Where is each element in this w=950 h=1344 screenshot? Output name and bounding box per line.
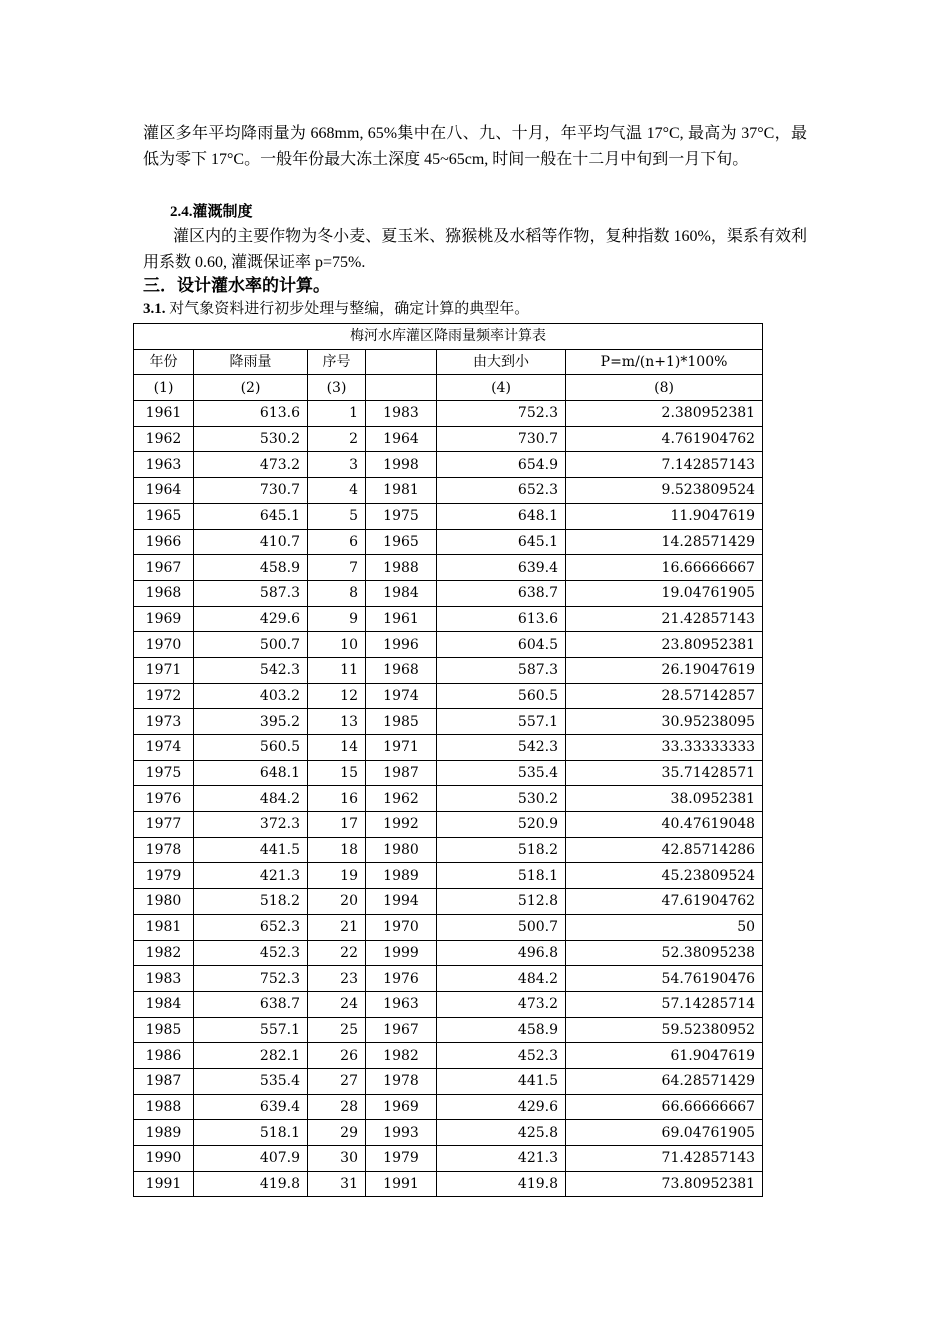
rank-cell: 7 <box>308 555 366 581</box>
rank-cell: 9 <box>308 606 366 632</box>
header-cell: 年份 <box>134 349 194 375</box>
rank-cell: 1 <box>308 401 366 427</box>
sorted-rainfall-cell: 652.3 <box>437 478 566 504</box>
sorted-rainfall-cell: 530.2 <box>437 786 566 812</box>
sorted-year-cell: 1964 <box>366 426 437 452</box>
header-cell: 降雨量 <box>194 349 308 375</box>
paragraph-3-1 <box>143 298 529 320</box>
section-number: 3.1. <box>143 301 166 317</box>
year-cell: 1966 <box>134 529 194 555</box>
rainfall-cell: 282.1 <box>194 1043 308 1069</box>
year-cell: 1990 <box>134 1146 194 1172</box>
sorted-year-cell: 1962 <box>366 786 437 812</box>
frequency-cell: 66.66666667 <box>566 1094 763 1120</box>
sorted-year-cell: 1989 <box>366 863 437 889</box>
year-cell: 1969 <box>134 606 194 632</box>
table-row <box>134 940 763 966</box>
year-cell: 1975 <box>134 760 194 786</box>
sorted-rainfall-cell: 512.8 <box>437 889 566 915</box>
frequency-cell: 28.57142857 <box>566 683 763 709</box>
year-cell: 1991 <box>134 1171 194 1197</box>
table-row <box>134 889 763 915</box>
rank-cell: 5 <box>308 503 366 529</box>
sorted-rainfall-cell: 639.4 <box>437 555 566 581</box>
sorted-year-cell: 1961 <box>366 606 437 632</box>
rainfall-cell: 557.1 <box>194 1017 308 1043</box>
sorted-year-cell: 1974 <box>366 683 437 709</box>
sorted-year-cell: 1985 <box>366 709 437 735</box>
sorted-rainfall-cell: 484.2 <box>437 966 566 992</box>
rank-cell: 16 <box>308 786 366 812</box>
frequency-cell: 47.61904762 <box>566 889 763 915</box>
frequency-cell: 4.761904762 <box>566 426 763 452</box>
table-row <box>134 452 763 478</box>
rank-cell: 15 <box>308 760 366 786</box>
rainfall-cell: 639.4 <box>194 1094 308 1120</box>
rank-cell: 4 <box>308 478 366 504</box>
table-row <box>134 914 763 940</box>
year-cell: 1984 <box>134 991 194 1017</box>
subheader-cell: (2) <box>194 375 308 401</box>
sorted-rainfall-cell: 613.6 <box>437 606 566 632</box>
rainfall-cell: 560.5 <box>194 735 308 761</box>
table-row <box>134 580 763 606</box>
section-text: 对气象资料进行初步处理与整编，确定计算的典型年。 <box>165 301 530 317</box>
year-cell: 1976 <box>134 786 194 812</box>
table-row <box>134 1068 763 1094</box>
year-cell: 1979 <box>134 863 194 889</box>
sorted-year-cell: 1965 <box>366 529 437 555</box>
sorted-year-cell: 1992 <box>366 812 437 838</box>
table-header-row <box>134 349 763 375</box>
year-cell: 1985 <box>134 1017 194 1043</box>
sorted-year-cell: 1981 <box>366 478 437 504</box>
rainfall-cell: 542.3 <box>194 657 308 683</box>
table-row <box>134 503 763 529</box>
table-row <box>134 1017 763 1043</box>
rainfall-cell: 410.7 <box>194 529 308 555</box>
sorted-rainfall-cell: 557.1 <box>437 709 566 735</box>
rank-cell: 8 <box>308 580 366 606</box>
header-cell: 由大到小 <box>437 349 566 375</box>
sorted-year-cell: 1987 <box>366 760 437 786</box>
frequency-cell: 23.80952381 <box>566 632 763 658</box>
sorted-rainfall-cell: 542.3 <box>437 735 566 761</box>
frequency-cell: 11.9047619 <box>566 503 763 529</box>
year-cell: 1987 <box>134 1068 194 1094</box>
table-row <box>134 632 763 658</box>
rank-cell: 14 <box>308 735 366 761</box>
table-row <box>134 606 763 632</box>
sorted-year-cell: 1996 <box>366 632 437 658</box>
sorted-year-cell: 1993 <box>366 1120 437 1146</box>
year-cell: 1980 <box>134 889 194 915</box>
sorted-year-cell: 1980 <box>366 837 437 863</box>
table-row <box>134 529 763 555</box>
sorted-rainfall-cell: 518.2 <box>437 837 566 863</box>
rainfall-cell: 458.9 <box>194 555 308 581</box>
frequency-cell: 50 <box>566 914 763 940</box>
frequency-cell: 69.04761905 <box>566 1120 763 1146</box>
subheader-cell: (1) <box>134 375 194 401</box>
table-row <box>134 478 763 504</box>
year-cell: 1968 <box>134 580 194 606</box>
frequency-cell: 61.9047619 <box>566 1043 763 1069</box>
sorted-year-cell: 1991 <box>366 1171 437 1197</box>
frequency-cell: 21.42857143 <box>566 606 763 632</box>
rainfall-cell: 648.1 <box>194 760 308 786</box>
subheader-cell: (3) <box>308 375 366 401</box>
frequency-cell: 45.23809524 <box>566 863 763 889</box>
sorted-rainfall-cell: 421.3 <box>437 1146 566 1172</box>
sorted-year-cell: 1968 <box>366 657 437 683</box>
header-cell: 序号 <box>308 349 366 375</box>
sorted-rainfall-cell: 645.1 <box>437 529 566 555</box>
rank-cell: 13 <box>308 709 366 735</box>
frequency-cell: 30.95238095 <box>566 709 763 735</box>
year-cell: 1970 <box>134 632 194 658</box>
frequency-cell: 40.47619048 <box>566 812 763 838</box>
heading-irrigation-system <box>170 199 253 225</box>
table-subheader-row <box>134 375 763 401</box>
sorted-rainfall-cell: 452.3 <box>437 1043 566 1069</box>
rank-cell: 10 <box>308 632 366 658</box>
rank-cell: 29 <box>308 1120 366 1146</box>
sorted-year-cell: 1976 <box>366 966 437 992</box>
frequency-cell: 2.380952381 <box>566 401 763 427</box>
sorted-year-cell: 1967 <box>366 1017 437 1043</box>
table-row <box>134 760 763 786</box>
table-row <box>134 709 763 735</box>
table-row <box>134 837 763 863</box>
paragraph-irrigation: 灌区内的主要作物为冬小麦、夏玉米、猕猴桃及水稻等作物，复种指数 160%，渠系有效利用系数 0.60, 灌溉保证率 p=75%. <box>143 228 807 271</box>
frequency-cell: 26.19047619 <box>566 657 763 683</box>
sorted-year-cell: 1994 <box>366 889 437 915</box>
sorted-rainfall-cell: 496.8 <box>437 940 566 966</box>
frequency-cell: 9.523809524 <box>566 478 763 504</box>
frequency-cell: 14.28571429 <box>566 529 763 555</box>
frequency-cell: 35.71428571 <box>566 760 763 786</box>
sorted-rainfall-cell: 429.6 <box>437 1094 566 1120</box>
rank-cell: 6 <box>308 529 366 555</box>
paragraph-climate: 灌区多年平均降雨量为 668mm, 65%集中在八、九、十月，年平均气温 17°C, 最高为 37°C，最低为零下 17°C。一般年份最大冻土深度 45~65cm, 时间一般在十二月中旬到一月下旬。 <box>143 125 807 168</box>
rank-cell: 28 <box>308 1094 366 1120</box>
sorted-rainfall-cell: 425.8 <box>437 1120 566 1146</box>
sorted-year-cell: 1983 <box>366 401 437 427</box>
rainfall-cell: 429.6 <box>194 606 308 632</box>
year-cell: 1989 <box>134 1120 194 1146</box>
year-cell: 1973 <box>134 709 194 735</box>
frequency-cell: 73.80952381 <box>566 1171 763 1197</box>
table-row <box>134 812 763 838</box>
table-row <box>134 991 763 1017</box>
rainfall-cell: 403.2 <box>194 683 308 709</box>
sorted-rainfall-cell: 520.9 <box>437 812 566 838</box>
sorted-year-cell: 1982 <box>366 1043 437 1069</box>
sorted-year-cell: 1988 <box>366 555 437 581</box>
year-cell: 1963 <box>134 452 194 478</box>
year-cell: 1965 <box>134 503 194 529</box>
rank-cell: 26 <box>308 1043 366 1069</box>
rainfall-frequency-table <box>133 323 763 1197</box>
frequency-cell: 54.76190476 <box>566 966 763 992</box>
table-row <box>134 555 763 581</box>
frequency-cell: 57.14285714 <box>566 991 763 1017</box>
frequency-cell: 38.0952381 <box>566 786 763 812</box>
rainfall-cell: 407.9 <box>194 1146 308 1172</box>
table-row <box>134 426 763 452</box>
frequency-cell: 59.52380952 <box>566 1017 763 1043</box>
sorted-year-cell: 1984 <box>366 580 437 606</box>
table-row <box>134 1146 763 1172</box>
subheader-cell <box>366 375 437 401</box>
rank-cell: 17 <box>308 812 366 838</box>
year-cell: 1972 <box>134 683 194 709</box>
sorted-rainfall-cell: 638.7 <box>437 580 566 606</box>
rainfall-cell: 421.3 <box>194 863 308 889</box>
rainfall-cell: 395.2 <box>194 709 308 735</box>
rank-cell: 11 <box>308 657 366 683</box>
table-row <box>134 657 763 683</box>
table-row <box>134 683 763 709</box>
table-row <box>134 401 763 427</box>
sorted-year-cell: 1975 <box>366 503 437 529</box>
rank-cell: 12 <box>308 683 366 709</box>
table-row <box>134 1171 763 1197</box>
section-heading-3: 三．设计灌水率的计算。 <box>143 276 330 296</box>
year-cell: 1961 <box>134 401 194 427</box>
year-cell: 1967 <box>134 555 194 581</box>
table-row <box>134 966 763 992</box>
sorted-rainfall-cell: 752.3 <box>437 401 566 427</box>
heading-text: 灌溉制度 <box>192 203 253 220</box>
rainfall-cell: 730.7 <box>194 478 308 504</box>
rank-cell: 20 <box>308 889 366 915</box>
sorted-year-cell: 1979 <box>366 1146 437 1172</box>
sorted-rainfall-cell: 730.7 <box>437 426 566 452</box>
sorted-rainfall-cell: 441.5 <box>437 1068 566 1094</box>
header-cell: P=m/(n+1)*100% <box>566 349 763 375</box>
table-caption: 梅河水库灌区降雨量频率计算表 <box>134 324 763 350</box>
subheader-cell: (4) <box>437 375 566 401</box>
sorted-rainfall-cell: 604.5 <box>437 632 566 658</box>
rainfall-cell: 500.7 <box>194 632 308 658</box>
table-row <box>134 786 763 812</box>
frequency-cell: 33.33333333 <box>566 735 763 761</box>
sorted-year-cell: 1963 <box>366 991 437 1017</box>
rainfall-cell: 752.3 <box>194 966 308 992</box>
frequency-cell: 7.142857143 <box>566 452 763 478</box>
rainfall-cell: 652.3 <box>194 914 308 940</box>
rainfall-cell: 645.1 <box>194 503 308 529</box>
heading-number: 2.4. <box>170 204 193 220</box>
rank-cell: 19 <box>308 863 366 889</box>
rainfall-cell: 419.8 <box>194 1171 308 1197</box>
sorted-year-cell: 1970 <box>366 914 437 940</box>
year-cell: 1971 <box>134 657 194 683</box>
frequency-cell: 16.66666667 <box>566 555 763 581</box>
table-row <box>134 1043 763 1069</box>
sorted-year-cell: 1998 <box>366 452 437 478</box>
year-cell: 1962 <box>134 426 194 452</box>
rainfall-cell: 613.6 <box>194 401 308 427</box>
frequency-cell: 42.85714286 <box>566 837 763 863</box>
frequency-cell: 19.04761905 <box>566 580 763 606</box>
subheader-cell: (8) <box>566 375 763 401</box>
table-row <box>134 735 763 761</box>
sorted-rainfall-cell: 560.5 <box>437 683 566 709</box>
rank-cell: 31 <box>308 1171 366 1197</box>
sorted-year-cell: 1999 <box>366 940 437 966</box>
year-cell: 1974 <box>134 735 194 761</box>
sorted-rainfall-cell: 473.2 <box>437 991 566 1017</box>
rank-cell: 18 <box>308 837 366 863</box>
sorted-rainfall-cell: 458.9 <box>437 1017 566 1043</box>
rank-cell: 21 <box>308 914 366 940</box>
sorted-rainfall-cell: 419.8 <box>437 1171 566 1197</box>
year-cell: 1964 <box>134 478 194 504</box>
frequency-cell: 64.28571429 <box>566 1068 763 1094</box>
header-cell <box>366 349 437 375</box>
sorted-year-cell: 1971 <box>366 735 437 761</box>
rainfall-cell: 484.2 <box>194 786 308 812</box>
sorted-rainfall-cell: 654.9 <box>437 452 566 478</box>
rank-cell: 23 <box>308 966 366 992</box>
rainfall-cell: 372.3 <box>194 812 308 838</box>
year-cell: 1982 <box>134 940 194 966</box>
rank-cell: 30 <box>308 1146 366 1172</box>
table-row <box>134 863 763 889</box>
rainfall-cell: 452.3 <box>194 940 308 966</box>
rainfall-cell: 587.3 <box>194 580 308 606</box>
rank-cell: 27 <box>308 1068 366 1094</box>
year-cell: 1988 <box>134 1094 194 1120</box>
sorted-rainfall-cell: 648.1 <box>437 503 566 529</box>
year-cell: 1986 <box>134 1043 194 1069</box>
rainfall-cell: 441.5 <box>194 837 308 863</box>
rank-cell: 2 <box>308 426 366 452</box>
rank-cell: 22 <box>308 940 366 966</box>
year-cell: 1978 <box>134 837 194 863</box>
sorted-rainfall-cell: 587.3 <box>437 657 566 683</box>
frequency-cell: 52.38095238 <box>566 940 763 966</box>
table-row <box>134 1094 763 1120</box>
year-cell: 1983 <box>134 966 194 992</box>
table-row <box>134 1120 763 1146</box>
year-cell: 1977 <box>134 812 194 838</box>
frequency-cell: 71.42857143 <box>566 1146 763 1172</box>
rank-cell: 3 <box>308 452 366 478</box>
sorted-rainfall-cell: 518.1 <box>437 863 566 889</box>
rank-cell: 25 <box>308 1017 366 1043</box>
rainfall-cell: 638.7 <box>194 991 308 1017</box>
rainfall-cell: 518.1 <box>194 1120 308 1146</box>
sorted-year-cell: 1969 <box>366 1094 437 1120</box>
year-cell: 1981 <box>134 914 194 940</box>
rank-cell: 24 <box>308 991 366 1017</box>
rainfall-cell: 530.2 <box>194 426 308 452</box>
rainfall-cell: 535.4 <box>194 1068 308 1094</box>
table-caption-row <box>134 324 763 350</box>
sorted-year-cell: 1978 <box>366 1068 437 1094</box>
rainfall-cell: 473.2 <box>194 452 308 478</box>
sorted-rainfall-cell: 500.7 <box>437 914 566 940</box>
rainfall-cell: 518.2 <box>194 889 308 915</box>
sorted-rainfall-cell: 535.4 <box>437 760 566 786</box>
